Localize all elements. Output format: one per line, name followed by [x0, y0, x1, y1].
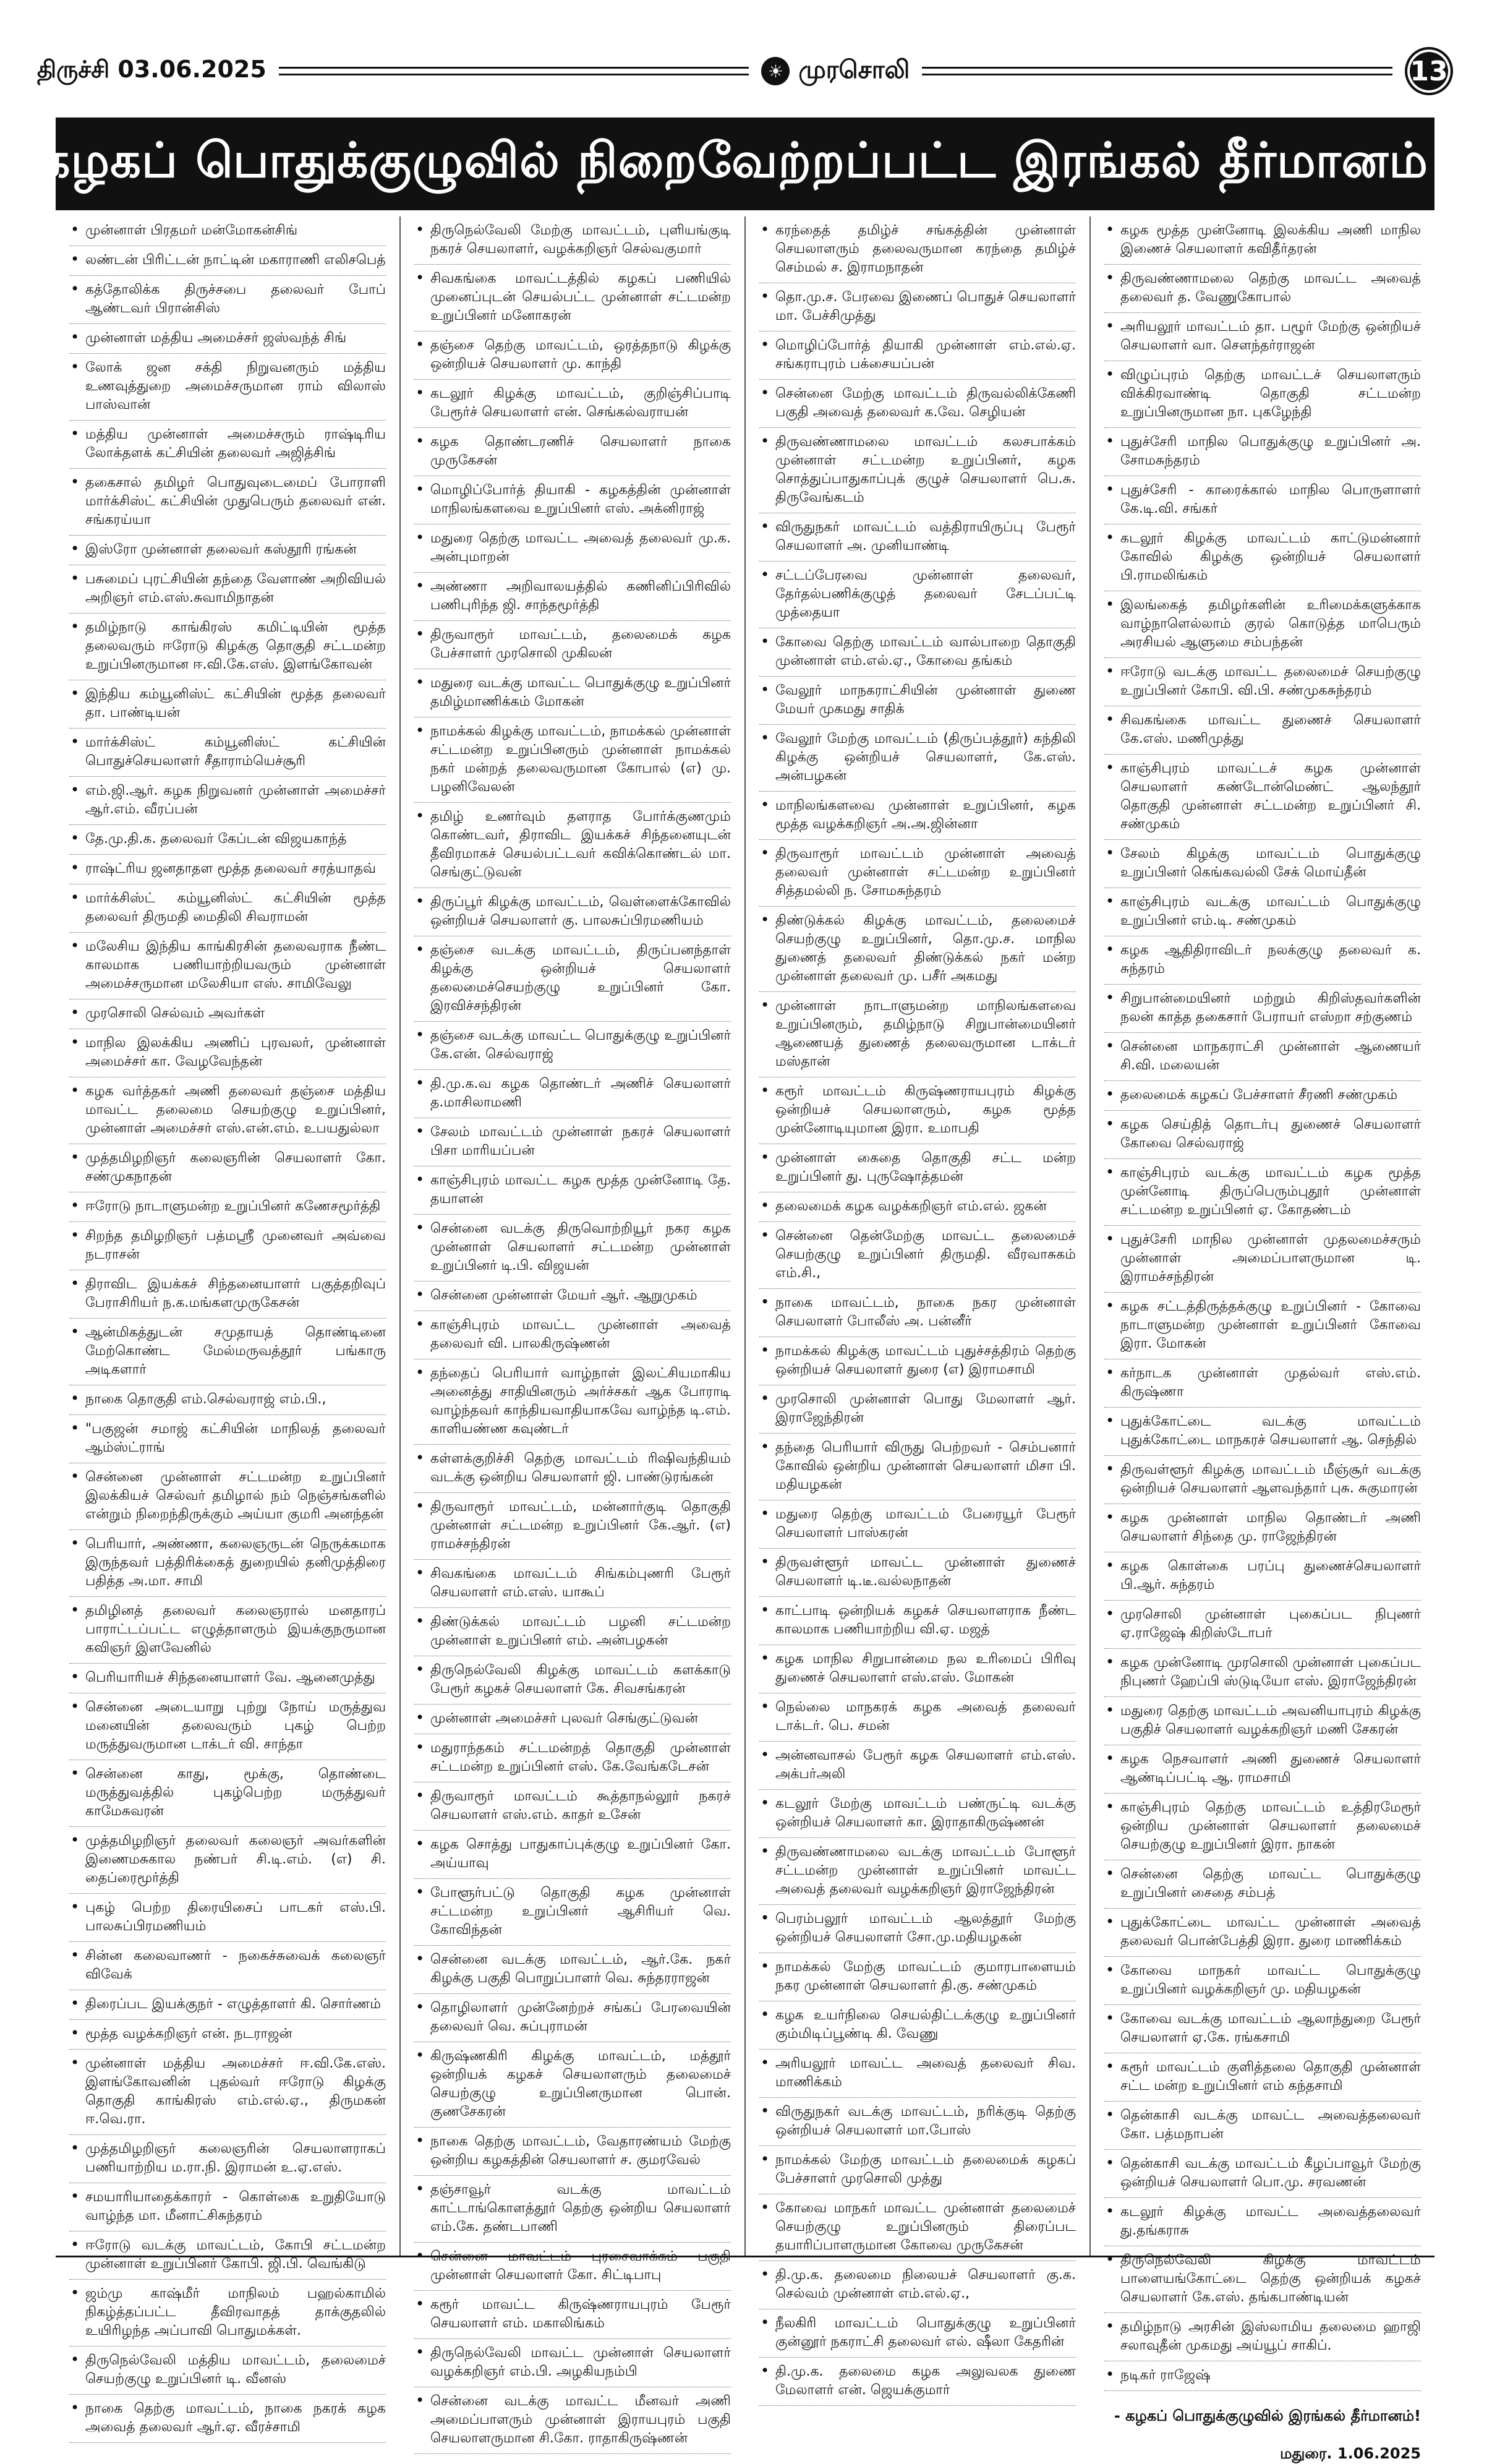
condolence-entry: • மாநில இலக்கிய அணிப் புரவலர், முன்னாள் அமைச்சர் கா. வேழவேந்தன்	[69, 1029, 386, 1077]
condolence-entry: • கழக சட்டத்திருத்தக்குழு உறுப்பினர் - கோவை நாடாளுமன்ற முன்னாள் உறுப்பினர் கோவை இரா. மோகன்	[1104, 1293, 1421, 1359]
condolence-entry: • காஞ்சிபுரம் மாவட்ட கழக மூத்த முன்னோடி தே. தயாளன்	[414, 1166, 731, 1215]
condolence-entry: • காஞ்சிபுரம் வடக்கு மாவட்டம் கழக மூத்த முன்னோடி திருப்பெரும்புதூர் முன்னாள் சட்டமன்ற உறுப்பினர் ஏ. கோதண்டம்	[1104, 1159, 1421, 1226]
city-date: திருச்சி 03.06.2025	[37, 56, 266, 83]
paper-logo	[761, 56, 910, 87]
condolence-entry: • திருவண்ணாமலை தெற்கு மாவட்ட அவைத் தலைவர் த. வேணுகோபால்	[1104, 265, 1421, 313]
resolution-signature: - கழகப் பொதுக்குழுவில் இரங்கல் தீர்மானம்!	[1114, 2407, 1421, 2424]
condolence-entry: • வேலூர் மேற்கு மாவட்டம் (திருப்பத்தூர்) கந்திலி கிழக்கு ஒன்றியச் செயலாளர், கே.எஸ். அன்பழகன்	[759, 725, 1076, 792]
condolence-entry: • லோக் ஜன சக்தி நிறுவனரும் மத்திய உணவுத்துறை அமைச்சருமான ராம் விலாஸ் பாஸ்வான்	[69, 354, 386, 421]
condolence-entry: • அன்னவாசல் பேரூர் கழக செயலாளர் எம்.எஸ். அக்பர்அலி	[759, 1742, 1076, 1790]
condolence-entry: • கோவை மாநகர் மாவட்ட பொதுக்குழு உறுப்பினர் வழக்கறிஞர் மு. மதியழகன்	[1104, 1957, 1421, 2005]
condolence-entry: • தமிழ்நாடு காங்கிரஸ் கமிட்டியின் மூத்த தலைவரும் ஈரோடு கிழக்கு தொகுதி சட்டமன்ற உறுப்பினருமான ஈ.வி.கே.எஸ். இளங்கோவன்	[69, 614, 386, 680]
condolence-entry: • அரியலூர் மாவட்ட அவைத் தலைவர் சிவ. மாணிக்கம்	[759, 2050, 1076, 2098]
condolence-entry: • புதுக்கோட்டை மாவட்ட முன்னாள் அவைத் தலைவர் பொன்பேத்தி இரா. துரை மாணிக்கம்	[1104, 1909, 1421, 1957]
condolence-entry: • புதுக்கோட்டை வடக்கு மாவட்டம் புதுக்கோட்டை மாநகரச் செயலாளர் ஆ. செந்தில்	[1104, 1408, 1421, 1456]
condolence-entry: • தஞ்சை வடக்கு மாவட்டம், திருப்பனந்தாள் கிழக்கு ஒன்றியச் செயலாளர் தலைமைச்செயற்குழு உறுப்பினர் கோ. இரவிச்சந்திரன்	[414, 936, 731, 1022]
condolence-entry: • சென்னை மேற்கு மாவட்டம் திருவல்லிக்கேணி பகுதி அவைத் தலைவர் க.வே. செழியன்	[759, 380, 1076, 428]
condolence-entry: • சென்னை அடையாறு புற்று நோய் மருத்துவ மனையின் தலைவரும் புகழ் பெற்ற மருத்துவருமான டாக்டர் வி. சாந்தா	[69, 1693, 386, 1760]
condolence-entry: • கழக மூத்த முன்னோடி இலக்கிய அணி மாநில இணைச் செயலாளர் கவிதீர்தரன்	[1104, 216, 1421, 265]
condolence-entry: • கரூர் மாவட்டம் குளித்தலை தொகுதி முன்னாள் சட்ட மன்ற உறுப்பினர் எம் கந்தசாமி	[1104, 2053, 1421, 2102]
condolence-entry: • பெரியார், அண்ணா, கலைஞருடன் நெருக்கமாக இருந்தவர் பத்திரிக்கைத் துறையில் தனிமுத்திரை பதித்த அ.மா. சாமி	[69, 1530, 386, 1597]
condolence-entry: • சென்னை வடக்கு மாவட்டம், ஆர்.கே. நகர் கிழக்கு பகுதி பொறுப்பாளர் வெ. சுந்தரராஜன்	[414, 1946, 731, 1994]
condolence-entry: • நாகை தெற்கு மாவட்டம், நாகை நகரக் கழக அவைத் தலைவர் ஆர்.ஏ. வீரச்சாமி	[69, 2395, 386, 2443]
condolence-entry: • சென்னை முன்னாள் சட்டமன்ற உறுப்பினர் இலக்கியச் செல்வர் தமிழால் நம் நெஞ்சங்களில் என்றும் நிறைந்திருக்கும் அய்யா குமரி அனந்தன்	[69, 1463, 386, 1530]
condolence-entry: • மொழிப்போர்த் தியாகி - கழகத்தின் முன்னாள் மாநிலங்களவை உறுப்பினர் எஸ். அக்னிராஜ்	[414, 476, 731, 524]
rising-sun-icon: ☀	[761, 57, 790, 85]
condolence-entry: • சென்னை காது, மூக்கு, தொண்டை மருத்துவத்தில் புகழ்பெற்ற மருத்துவர் காமேசுவரன்	[69, 1760, 386, 1827]
condolence-entry: • சேலம் மாவட்டம் முன்னாள் நகரச் செயலாளர் பிசா மாரியப்பன்	[414, 1118, 731, 1166]
condolence-entry: • ஈரோடு வடக்கு மாவட்ட தலைமைச் செயற்குழு உறுப்பினர் கோபி. வி.பி. சண்முகசுந்தரம்	[1104, 658, 1421, 706]
condolence-entry: • கழக சொத்து பாதுகாப்புக்குழு உறுப்பினர் கோ. அய்யாவு	[414, 1831, 731, 1879]
condolence-entry: • "பகுஜன் சமாஜ் கட்சியின் மாநிலத் தலைவர் ஆம்ஸ்ட்ராங்	[69, 1415, 386, 1463]
condolence-entry: • நாகை மாவட்டம், நாகை நகர முன்னாள் செயலாளர் போலீஸ் அ. பன்னீர்	[759, 1289, 1076, 1337]
condolence-entry: • தலைமைக் கழகப் பேச்சாளர் சீரணி சண்முகம்	[1104, 1081, 1421, 1111]
condolence-entry: • ஈரோடு வடக்கு மாவட்டம், கோபி சட்டமன்ற முன்னாள் உறுப்பினர் கோபி. ஜி.பி. வெங்கிடு	[69, 2231, 386, 2280]
condolence-entry: • திரைப்பட இயக்குநர் - எழுத்தாளர் கி. சொர்ணம்	[69, 1990, 386, 2020]
condolence-entry: • முன்னாள் மத்திய அமைச்சர் ஜஸ்வந்த் சிங்	[69, 324, 386, 354]
masthead-rule-right	[922, 67, 1392, 75]
condolence-entry: • நாகை தெற்கு மாவட்டம், வேதாரண்யம் மேற்கு ஒன்றிய கழகத்தின் செயலாளர் ச. குமரவேல்	[414, 2128, 731, 2176]
condolence-entry: • தென்காசி வடக்கு மாவட்ட அவைத்தலைவர் கோ. பத்மநாபன்	[1104, 2102, 1421, 2150]
headline: கழகப் பொதுக்குழுவில் நிறைவேற்றப்பட்ட இரங்கல் தீர்மானம்!	[56, 118, 1434, 210]
condolence-entry: • மதுராந்தகம் சட்டமன்றத் தொகுதி முன்னாள் சட்டமன்ற உறுப்பினர் எஸ். கே.வேங்கடேசன்	[414, 1734, 731, 1782]
condolence-entry: • திருநெல்வேலி மாவட்ட முன்னாள் செயலாளர் வழக்கறிஞர் எம்.பி. அழகியநம்பி	[414, 2339, 731, 2387]
condolence-entry: • திருவண்ணாமலை மாவட்டம் கலசபாக்கம் முன்னாள் சட்டமன்ற உறுப்பினர், கழக சொத்துப்பாதுகாப்புக் குழுச் செயலாளர் பெ.சு. திருவேங்கடம்	[759, 428, 1076, 513]
condolence-entry: • சிவகங்கை மாவட்டம் சிங்கம்புணரி பேரூர் செயலாளர் எம்.எஸ். யாகூப்	[414, 1560, 731, 1608]
condolence-entry: • கழக தொண்டரணிச் செயலாளர் நாகை முருகேசன்	[414, 428, 731, 476]
condolence-entry: • சிறந்த தமிழறிஞர் பத்மஸ்ரீ முனைவர் அவ்வை நடராசன்	[69, 1222, 386, 1270]
condolence-entry: • சென்னை வடக்கு மாவட்ட மீனவர் அணி அமைப்பாளரும் முன்னாள் இராயபுரம் பகுதி செயலாளருமான சி.கோ. ராதாகிருஷ்ணன்	[414, 2387, 731, 2454]
condolence-entry: • சிவகங்கை மாவட்ட துணைச் செயலாளர் கே.எஸ். மணிமுத்து	[1104, 706, 1421, 755]
condolence-entry: • சிறுபான்மையினர் மற்றும் கிறிஸ்தவர்களின் நலன் காத்த தகைசார் பேராயர் எஸ்றா சற்குணம்	[1104, 985, 1421, 1033]
paper-name: முரசொலி	[798, 55, 910, 84]
condolence-entry: • இலங்கைத் தமிழர்களின் உரிமைக்களுக்காக வாழ்நாளெல்லாம் குரல் கொடுத்த மாபெரும் அரசியல் ஆளுமை சம்பந்தன்	[1104, 591, 1421, 658]
condolence-entry: • சேலம் கிழக்கு மாவட்டம் பொதுக்குழு உறுப்பினர் கெங்கவல்லி சேக் மொய்தீன்	[1104, 840, 1421, 888]
condolence-entry: • திருவாரூர் மாவட்டம், தலைமைக் கழக பேச்சாளர் முரசொலி முகிலன்	[414, 621, 731, 669]
condolence-entry: • திண்டுக்கல் கிழக்கு மாவட்டம், தலைமைச் செயற்குழு உறுப்பினர், தொ.மு.ச. மாநில துணைத் தலைவர் திண்டுக்கல் நகர் மன்ற முன்னாள் தலைவர் மு. பசீர் அகமது	[759, 907, 1076, 992]
condolence-entry: • தலைமைக் கழக வழக்கறிஞர் எம்.எல். ஜகன்	[759, 1192, 1076, 1222]
condolence-entry: • தகைசால் தமிழர் பொதுவுடைமைப் போராளி மார்க்சிஸ்ட் கட்சியின் முதுபெரும் தலைவர் என். சங்கரய்யா	[69, 469, 386, 536]
condolence-entry: • மார்க்சிஸ்ட் கம்யூனிஸ்ட் கட்சியின் மூத்த தலைவர் திருமதி மைதிலி சிவராமன்	[69, 884, 386, 933]
place-date: மதுரை. 1.06.2025	[1280, 2445, 1421, 2462]
condolence-entry: • மதுரை தெற்கு மாவட்டம் பேரையூர் பேரூர் செயலாளர் பாஸ்கரன்	[759, 1500, 1076, 1549]
condolence-entry: • கடலூர் கிழக்கு மாவட்ட அவைத்தலைவர் து.தங்கராசு	[1104, 2198, 1421, 2246]
condolence-entry: • திருவாரூர் மாவட்டம், மன்னார்குடி தொகுதி முன்னாள் சட்டமன்ற உறுப்பினர் கே.ஆர். (எ) ராமச்சந்திரன்	[414, 1493, 731, 1560]
condolence-entry: • தொ.மு.ச. பேரவை இணைப் பொதுச் செயலாளர் மா. பேச்சிமுத்து	[759, 283, 1076, 332]
masthead-rule-left	[279, 67, 749, 75]
condolence-entry: • கழக முன்னாள் மாநில தொண்டர் அணி செயலாளர் சிந்தை மு. ராஜேந்திரன்	[1104, 1504, 1421, 1552]
condolence-entry: • மொழிப்போர்த் தியாகி முன்னாள் எம்.எல்.ஏ. சங்கராபுரம் பக்சையப்பன்	[759, 332, 1076, 380]
condolence-entry: • தொழிலாளர் முன்னேற்றச் சங்கப் பேரவையின் தலைவர் வெ. சுப்புராமன்	[414, 1994, 731, 2042]
condolence-entry: • விழுப்புரம் தெற்கு மாவட்டச் செயலாளரும் விக்கிரவாண்டி தொகுதி சட்டமன்ற உறுப்பினருமான நா. புகழேந்தி	[1104, 361, 1421, 428]
condolence-entry: • தஞ்சை வடக்கு மாவட்ட பொதுக்குழு உறுப்பினர் கே.என். செல்வராஜ்	[414, 1022, 731, 1070]
condolence-entry: • காட்பாடி ஒன்றியக் கழகச் செயலாளராக நீண்ட காலமாக பணியாற்றிய வி.ஏ. மஜத்	[759, 1597, 1076, 1645]
condolence-entry: • தி.மு.க. தலைமை கழக அலுவலக துணை மேலாளர் என். ஜெயக்குமார்	[759, 2358, 1076, 2406]
condolence-entry: • ஆன்மிகத்துடன் சமுதாயத் தொண்டினை மேற்கொண்ட மேல்மருவத்தூர் பங்காரு அடிகளார்	[69, 1319, 386, 1385]
condolence-entry: • கழக ஆதிதிராவிடர் நலக்குழு தலைவர் க. சுந்தரம்	[1104, 936, 1421, 985]
condolence-entry: • அண்ணா அறிவாலயத்தில் கணினிப்பிரிவில் பணிபுரிந்த ஜி. சாந்தமூர்த்தி	[414, 573, 731, 621]
condolence-entry: • கிருஷ்ணகிரி கிழக்கு மாவட்டம், மத்தூர் ஒன்றியக் கழகச் செயலாளரும் தலைமைச் செயற்குழு உறுப்பினருமான பொன். குணசேகரன்	[414, 2042, 731, 2128]
condolence-entry: • நடிகர் ராஜேஷ்	[1104, 2361, 1421, 2391]
condolence-entry: • சென்னை தெற்கு மாவட்ட பொதுக்குழு உறுப்பினர் சைதை சம்பத்	[1104, 1860, 1421, 1909]
condolence-entry: • காஞ்சிபுரம் மாவட்ட முன்னாள் அவைத் தலைவர் வி. பாலகிருஷ்ணன்	[414, 1311, 731, 1359]
condolence-entry: • சென்னை வடக்கு திருவொற்றியூர் நகர கழக முன்னாள் செயலாளர் சட்டமன்ற முன்னாள் உறுப்பினர் டி.பி. விஜயன்	[414, 1215, 731, 1281]
condolence-entry: • திண்டுக்கல் மாவட்டம் பழனி சட்டமன்ற முன்னாள் உறுப்பினர் எம். அன்பழகன்	[414, 1608, 731, 1656]
condolence-entry: • முன்னாள் பிரதமர் மன்மோகன்சிங்	[69, 216, 386, 246]
column-3	[744, 216, 1089, 2398]
condolence-entry: • அரியலூர் மாவட்டம் தா. பழூர் மேற்கு ஒன்றியச் செயலாளர் வா. செளந்தர்ராஜன்	[1104, 313, 1421, 361]
condolence-entry: • கடலூர் மேற்கு மாவட்டம் பண்ருட்டி வடக்கு ஒன்றியச் செயலாளர் கா. இராதாகிருஷ்ணன்	[759, 1790, 1076, 1838]
condolence-entry: • புதுச்சேரி மாநில பொதுக்குழு உறுப்பினர் அ. சோமசுந்தரம்	[1104, 428, 1421, 476]
condolence-entry: • நீலகிரி மாவட்டம் பொதுக்குழு உறுப்பினர் குன்னூர் நகராட்சி தலைவர் எல். ஷீலா கேதரின்	[759, 2309, 1076, 2358]
condolence-entry: • காஞ்சிபுரம் தெற்கு மாவட்டம் உத்திரமேரூர் ஒன்றிய முன்னாள் செயலாளர் தலைமைச் செயற்குழு உறுப்பினர் இரா. நாகன்	[1104, 1794, 1421, 1860]
condolence-entry: • மதுரை தெற்கு மாவட்ட அவைத் தலைவர் மு.க. அன்புமாறன்	[414, 524, 731, 573]
condolence-entry: • தென்காசி வடக்கு மாவட்டம் கீழப்பாவூர் மேற்கு ஒன்றியச் செயலாளர் பொ.மு. சரவணன்	[1104, 2150, 1421, 2198]
condolence-entry: • முத்தமிழறிஞர் கலைஞரின் செயலாளராகப் பணியாற்றிய ம.ரா.நி. இராமன் உ.ஏ.எஸ்.	[69, 2135, 386, 2183]
condolence-entry: • தந்தைப் பெரியார் வாழ்நாள் இலட்சியமாகிய அனைத்து சாதியினரும் அர்ச்சகர் ஆக போராடி வாழ்ந்தவர் காந்தியவாதியாகவே வாழ்ந்த டி.எம். காளியண்ண கவுண்டர்	[414, 1359, 731, 1445]
article-columns	[56, 216, 1434, 2462]
condolence-entry: • நாமக்கல் மேற்கு மாவட்டம் தலைமைக் கழகப் பேச்சாளர் முரசொலி முத்து	[759, 2146, 1076, 2194]
condolence-entry: • மத்திய முன்னாள் அமைச்சரும் ராஷ்டிரிய லோக்தளக் கட்சியின் தலைவர் அஜித்சிங்	[69, 421, 386, 469]
condolence-entry: • தந்தை பெரியார் விருது பெற்றவர் - செம்பனார் கோவில் ஒன்றிய முன்னாள் செயலாளர் மிசா பி. மதியழகன்	[759, 1434, 1076, 1500]
condolence-entry: • முரசொலி முன்னாள் பொது மேலாளர் ஆர். இராஜேந்திரன்	[759, 1385, 1076, 1434]
condolence-entry: • மார்க்சிஸ்ட் கம்யூனிஸ்ட் கட்சியின் பொதுச்செயலாளர் சீதாராம்யெச்சூரி	[69, 729, 386, 777]
condolence-entry: • முரசொலி முன்னாள் புகைப்பட நிபுணர் ஏ.ராஜேஷ் கிறிஸ்டோபர்	[1104, 1601, 1421, 1649]
condolence-entry: • திருநெல்வேலி மத்திய மாவட்டம், தலைமைச் செயற்குழு உறுப்பினர் டி. வீனஸ்	[69, 2346, 386, 2395]
condolence-entry: • முன்னாள் அமைச்சர் புலவர் செங்குட்டுவன்	[414, 1705, 731, 1734]
condolence-entry: • மதுரை தெற்கு மாவட்டம் அவனியாபுரம் கிழக்கு பகுதிச் செயலாளர் வழக்கறிஞர் மணி சேகரன்	[1104, 1697, 1421, 1745]
condolence-entry: • கழக நெசவாளர் அணி துணைச் செயலாளர் ஆண்டிப்பட்டி ஆ. ராமசாமி	[1104, 1745, 1421, 1794]
condolence-entry: • கடலூர் கிழக்கு மாவட்டம் காட்டுமன்னார் கோவில் கிழக்கு ஒன்றியச் செயலாளர் பி.ராமலிங்கம்	[1104, 524, 1421, 591]
condolence-entry: • கர்நாடக முன்னாள் முதல்வர் எஸ்.எம். கிருஷ்ணா	[1104, 1359, 1421, 1408]
condolence-entry: • திருவள்ளூர் மாவட்ட முன்னாள் துணைச் செயலாளர் டி.டீ.வல்லநாதன்	[759, 1549, 1076, 1597]
condolence-entry: • போளூர்பட்டு தொகுதி கழக முன்னாள் சட்டமன்ற உறுப்பினர் ஆசிரியர் வெ. கோவிந்தன்	[414, 1879, 731, 1946]
condolence-entry: • மதுரை வடக்கு மாவட்ட பொதுக்குழு உறுப்பினர் தமிழ்மாணிக்கம் மோகன்	[414, 669, 731, 717]
condolence-entry: • சமயாரியாதைக்காரர் - கொள்கை உறுதியோடு வாழ்ந்த மா. மீனாட்சிசுந்தரம்	[69, 2183, 386, 2231]
condolence-entry: • கோவை தெற்கு மாவட்டம் வால்பாறை தொகுதி முன்னாள் எம்.எல்.ஏ., கோவை தங்கம்	[759, 628, 1076, 677]
condolence-entry: • திருநெல்வேலி மேற்கு மாவட்டம், புளியங்குடி நகரச் செயலாளர், வழக்கறிஞர் செல்வகுமார்	[414, 216, 731, 265]
condolence-entry: • வேலூர் மாநகராட்சியின் முன்னாள் துணை மேயர் முகமது சாதிக்	[759, 677, 1076, 725]
condolence-entry: • கரூர் மாவட்ட கிருஷ்ணராயபுரம் பேரூர் செயலாளர் எம். மகாலிங்கம்	[414, 2291, 731, 2339]
condolence-entry: • மாநிலங்களவை முன்னாள் உறுப்பினர், கழக மூத்த வழக்கறிஞர் அ.அ.ஜின்னா	[759, 792, 1076, 840]
condolence-entry: • புகழ் பெற்ற திரையிசைப் பாடகர் எஸ்.பி. பாலசுப்பிரமணியம்	[69, 1894, 386, 1942]
condolence-entry: • சென்னை தென்மேற்கு மாவட்ட தலைமைச் செயற்குழு உறுப்பினர் திருமதி. வீரவாசுகம் எம்.சி.,	[759, 1222, 1076, 1289]
condolence-entry: • கழக வர்த்தகர் அணி தலைவர் தஞ்சை மத்திய மாவட்ட தலைமை செயற்குழு உறுப்பினர், முன்னாள் அமைச்சர் எஸ்.என்.எம். உபயதுல்லா	[69, 1077, 386, 1144]
condolence-entry: • திருவண்ணாமலை வடக்கு மாவட்டம் போளூர் சட்டமன்ற முன்னாள் உறுப்பினர் மாவட்ட அவைத் தலைவர் வழக்கறிஞர் இராஜேந்திரன்	[759, 1838, 1076, 1905]
condolence-entry: • சென்னை மாநகராட்சி முன்னாள் ஆணையர் சி.வி. மலையன்	[1104, 1033, 1421, 1081]
condolence-entry: • சின்ன கலைவாணர் - நகைச்சுவைக் கலைஞர் விவேக்	[69, 1942, 386, 1990]
condolence-entry: • ராஷ்ட்ரிய ஜனதாதள மூத்த தலைவர் சரத்யாதவ்	[69, 855, 386, 884]
condolence-entry: • திருநெல்வேலி கிழக்கு மாவட்டம் பாளையங்கோட்டை தெற்கு ஒன்றியக் கழகச் செயலாளர் கே.எஸ். தங்கபாண்டியன்	[1104, 2246, 1421, 2313]
condolence-entry: • திருநெல்வேலி கிழக்கு மாவட்டம் களக்காடு பேரூர் கழகச் செயலாளர் கே. சிவசங்கரன்	[414, 1656, 731, 1705]
condolence-entry: • தே.மு.தி.க. தலைவர் கேப்டன் விஜயகாந்த்	[69, 825, 386, 855]
condolence-entry: • ஜம்மு காஷ்மீர் மாநிலம் பஹல்காமில் நிகழ்த்தப்பட்ட தீவிரவாதத் தாக்குதலில் உயிரிழந்த அப்பாவி பொதுமக்கள்.	[69, 2280, 386, 2346]
condolence-entry: • நாமக்கல் மேற்கு மாவட்டம் குமாரபாளையம் நகர முன்னாள் செயலாளர் தி.கு. சண்முகம்	[759, 1953, 1076, 2001]
condolence-entry: • திராவிட இயக்கச் சிந்தனையாளர் பகுத்தறிவுப் பேராசிரியர் ந.க.மங்களமுருகேசன்	[69, 1270, 386, 1319]
condolence-entry: • பசுமைப் புரட்சியின் தந்தை வேளாண் அறிவியல் அறிஞர் எம்.எஸ்.சுவாமிநாதன்	[69, 565, 386, 614]
condolence-entry: • தமிழினத் தலைவர் கலைஞரால் மனதாரப் பாராட்டப்பட்ட எழுத்தாளரும் இயக்குநருமான கவிஞர் இளவேனில்	[69, 1597, 386, 1664]
condolence-entry: • திருவாரூர் மாவட்டம் கூத்தாநல்லூர் நகரச் செயலாளர் எஸ்.எம். காதர் உசேன்	[414, 1782, 731, 1831]
column-4	[1089, 216, 1434, 2462]
condolence-entry: • நாகை தொகுதி எம்.செல்வராஜ் எம்.பி.,	[69, 1385, 386, 1415]
condolence-entry: • தமிழ் உணர்வும் தளராத போர்க்குணமும் கொண்டவர், திராவிட இயக்கச் சிந்தனையுடன் தீவிரமாகச் செயல்பட்டவர் கவிக்கொண்டல் மா. செங்குட்டுவன்	[414, 803, 731, 888]
condolence-entry: • கழக கொள்கை பரப்பு துணைச்செயலாளர் பி.ஆர். சுந்தரம்	[1104, 1552, 1421, 1601]
condolence-entry: • நாமக்கல் கிழக்கு மாவட்டம் புதுச்சத்திரம் தெற்கு ஒன்றியச் செயலாளர் துரை (எ) இராமசாமி	[759, 1337, 1076, 1385]
condolence-entry: • புதுச்சேரி மாநில முன்னாள் முதலமைச்சரும் முன்னாள் அமைப்பாளருமான டி. இராமச்சந்திரன்	[1104, 1226, 1421, 1293]
condolence-entry: • கள்ளக்குறிச்சி தெற்கு மாவட்டம் ரிஷிவந்தியம் வடக்கு ஒன்றிய செயலாளர் ஜி. பாண்டுரங்கன்	[414, 1445, 731, 1493]
condolence-entry: • கடலூர் கிழக்கு மாவட்டம், குறிஞ்சிப்பாடி பேரூர்ச் செயலாளர் என். செங்கல்வராயன்	[414, 380, 731, 428]
condolence-entry: • இஸ்ரோ முன்னாள் தலைவர் கஸ்தூரி ரங்கன்	[69, 536, 386, 565]
condolence-entry: • கரந்தைத் தமிழ்ச் சங்கத்தின் முன்னாள் செயலாளரும் தலைவருமான கரந்தை தமிழ்ச் செம்மல் ச. இராமநாதன்	[759, 216, 1076, 283]
condolence-entry: • பெரம்பலூர் மாவட்டம் ஆலத்தூர் மேற்கு ஒன்றியச் செயலாளர் சோ.மு.மதியழகன்	[759, 1905, 1076, 1953]
column-2	[399, 216, 744, 2446]
masthead	[37, 43, 1453, 99]
condolence-entry: • கரூர் மாவட்டம் கிருஷ்ணராயபுரம் கிழக்கு ஒன்றியச் செயலாளரும், கழக மூத்த முன்னோடியுமான இரா. உமாபதி	[759, 1077, 1076, 1144]
condolence-entry: • கழக மாநில சிறுபான்மை நல உரிமைப் பிரிவு துணைச் செயலாளர் எஸ்.எஸ். மோகன்	[759, 1645, 1076, 1693]
condolence-entry: • தி.மு.க.வ கழக தொண்டர் அணிச் செயலாளர் த.மாசிலாமணி	[414, 1070, 731, 1118]
condolence-entry: • எம்.ஜி.ஆர். கழக நிறுவனர் முன்னாள் அமைச்சர் ஆர்.எம். வீரப்பன்	[69, 777, 386, 825]
condolence-entry: • கழக முன்னோடி முரசொலி முன்னாள் புகைப்பட நிபுணர் ஹேப்பி ஸ்டுடியோ எஸ். இராஜேந்திரன்	[1104, 1649, 1421, 1697]
condolence-entry: • விருதுநகர் மாவட்டம் வத்திராயிருப்பு பேரூர் செயலாளர் அ. முனியாண்டி	[759, 513, 1076, 562]
condolence-entry: • கழக செய்தித் தொடர்பு துணைச் செயலாளர் கோவை செல்வராஜ்	[1104, 1111, 1421, 1159]
condolence-entry: • சட்டப்பேரவை முன்னாள் தலைவர், தேர்தல்பணிக்குழுத் தலைவர் சேடப்பட்டி முத்தையா	[759, 562, 1076, 628]
condolence-entry: • திருப்பூர் கிழக்கு மாவட்டம், வெள்ளைக்கோவில் ஒன்றியச் செயலாளர் கு. பாலசுப்பிரமணியம்	[414, 888, 731, 936]
condolence-entry: • தமிழ்நாடு அரசின் இஸ்லாமிய தலைமை ஹாஜி சலாவுதீன் முகமது அய்யூப் சாகிப்.	[1104, 2313, 1421, 2361]
column-1	[56, 216, 399, 2435]
condolence-entry: • புதுச்சேரி - காரைக்கால் மாநில பொருளாளர் கே.டி.வி. சங்கர்	[1104, 476, 1421, 524]
condolence-entry: • விருதுநகர் வடக்கு மாவட்டம், நரிக்குடி தெற்கு ஒன்றியச் செயலாளர் மா.போஸ்	[759, 2098, 1076, 2146]
condolence-entry: • மூத்த வழக்கறிஞர் என். நடராஜன்	[69, 2020, 386, 2050]
condolence-entry: • ஈரோடு நாடாளுமன்ற உறுப்பினர் கணேசமூர்த்தி	[69, 1192, 386, 1222]
condolence-entry: • தஞ்சாவூர் வடக்கு மாவட்டம் காட்டாங்கொளத்தூர் தெற்கு ஒன்றிய செயலாளர் எம்.கே. தண்டபாணி	[414, 2176, 731, 2243]
condolence-entry: • முன்னாள் மத்திய அமைச்சர் ஈ.வி.கே.எஸ். இளங்கோவனின் புதல்வர் ஈரோடு கிழக்கு தொகுதி காங்கிரஸ் எம்.எல்.ஏ., திருமகன் ஈ.வெ.ரா.	[69, 2050, 386, 2135]
condolence-entry: • முன்னாள் நாடாளுமன்ற மாநிலங்களவை உறுப்பினரும், தமிழ்நாடு சிறுபான்மையினர் ஆணையத் துணைத் தலைவருமான டாக்டர் மஸ்தான்	[759, 992, 1076, 1077]
condolence-entry: • சென்னை மாவட்டம் புரசைவாக்கம் பகுதி முன்னாள் செயலாளர் கோ. சிட்டிபாபு	[414, 2243, 731, 2291]
condolence-entry: • முரசொலி செல்வம் அவர்கள்	[69, 999, 386, 1029]
condolence-entry: • சென்னை முன்னாள் மேயர் ஆர். ஆறுமுகம்	[414, 1281, 731, 1311]
condolence-entry: • தஞ்சை தெற்கு மாவட்டம், ஒரத்தநாடு கிழக்கு ஒன்றியச் செயலாளர் மு. காந்தி	[414, 332, 731, 380]
condolence-entry: • முத்தமிழறிஞர் கலைஞரின் செயலாளர் கோ. சண்முகநாதன்	[69, 1144, 386, 1192]
condolence-entry: • நாமக்கல் கிழக்கு மாவட்டம், நாமக்கல் முன்னாள் சட்டமன்ற உறுப்பினரும் முன்னாள் நாமக்கல் நகர் மன்றத் தலைவருமான கோபால் (எ) மு. பழனிவேலன்	[414, 717, 731, 803]
page-number: 13	[1405, 47, 1453, 95]
condolence-entry: • காஞ்சிபுரம் மாவட்டச் கழக முன்னாள் செயலாளர் கண்டோன்மெண்ட் ஆலந்தூர் தொகுதி முன்னாள் சட்டமன்ற உறுப்பினர் சி. சண்முகம்	[1104, 755, 1421, 840]
condolence-entry: • முன்னாள் கைதை தொகுதி சட்ட மன்ற உறுப்பினர் து. புருஷோத்தமன்	[759, 1144, 1076, 1192]
condolence-entry: • காஞ்சிபுரம் வடக்கு மாவட்டம் பொதுக்குழு உறுப்பினர் எம்.டி. சண்முகம்	[1104, 888, 1421, 936]
condolence-entry: • திருவள்ளூர் கிழக்கு மாவட்டம் மீஞ்சூர் வடக்கு ஒன்றியச் செயலாளர் ஆளவந்தார் புசு. சுகுமாரன்	[1104, 1456, 1421, 1504]
condolence-entry: • இந்திய கம்யூனிஸ்ட் கட்சியின் மூத்த தலைவர் தா. பாண்டியன்	[69, 680, 386, 729]
condolence-entry: • கழக உயர்நிலை செயல்திட்டக்குழு உறுப்பினர் கும்மிடிப்பூண்டி கி. வேணு	[759, 2001, 1076, 2050]
condolence-entry: • கோவை மாநகர் மாவட்ட முன்னாள் தலைமைச் செயற்குழு உறுப்பினரும் திரைப்பட தயாரிப்பாளருமான கோவை முருகேசன்	[759, 2194, 1076, 2261]
condolence-entry: • லண்டன் பிரிட்டன் நாட்டின் மகாராணி எலிசபெத்	[69, 246, 386, 276]
condolence-entry: • முத்தமிழறிஞர் தலைவர் கலைஞர் அவர்களின் இணைமசுகால நண்பர் சி.டி.எம். (எ) சி. தைப்ரைமூர்த்தி	[69, 1827, 386, 1894]
condolence-entry: • திருவாரூர் மாவட்டம் முன்னாள் அவைத் தலைவர் முன்னாள் சட்டமன்ற உறுப்பினர் சித்தமல்லி ந. சோமசுந்தரம்	[759, 840, 1076, 907]
condolence-entry: • கோவை வடக்கு மாவட்டம் ஆலாந்துறை பேரூர் செயலாளர் ஏ.கே. ரங்கசாமி	[1104, 2005, 1421, 2053]
condolence-entry: • தி.மு.க. தலைமை நிலையச் செயலாளர் கு.க. செல்வம் முன்னாள் எம்.எல்.ஏ.,	[759, 2261, 1076, 2309]
condolence-entry: • மலேசிய இந்திய காங்கிரசின் தலைவராக நீண்ட காலமாக பணியாற்றியவரும் முன்னாள் அமைச்சருமான மலேசியா எஸ். சாமிவேலு	[69, 933, 386, 999]
condolence-entry: • நெல்லை மாநகரக் கழக அவைத் தலைவர் டாக்டர். பெ. சமன்	[759, 1693, 1076, 1742]
condolence-entry: • சிவகங்கை மாவட்டத்தில் கழகப் பணியில் முனைப்புடன் செயல்பட்ட முன்னாள் சட்டமன்ற உறுப்பினர் மனோகரன்	[414, 265, 731, 332]
condolence-entry: • கத்தோலிக்க திருச்சபை தலைவர் போப் ஆண்டவர் பிரான்சிஸ்	[69, 276, 386, 324]
condolence-entry: • பெரியாரியச் சிந்தனையாளர் வே. ஆனைமுத்து	[69, 1664, 386, 1693]
